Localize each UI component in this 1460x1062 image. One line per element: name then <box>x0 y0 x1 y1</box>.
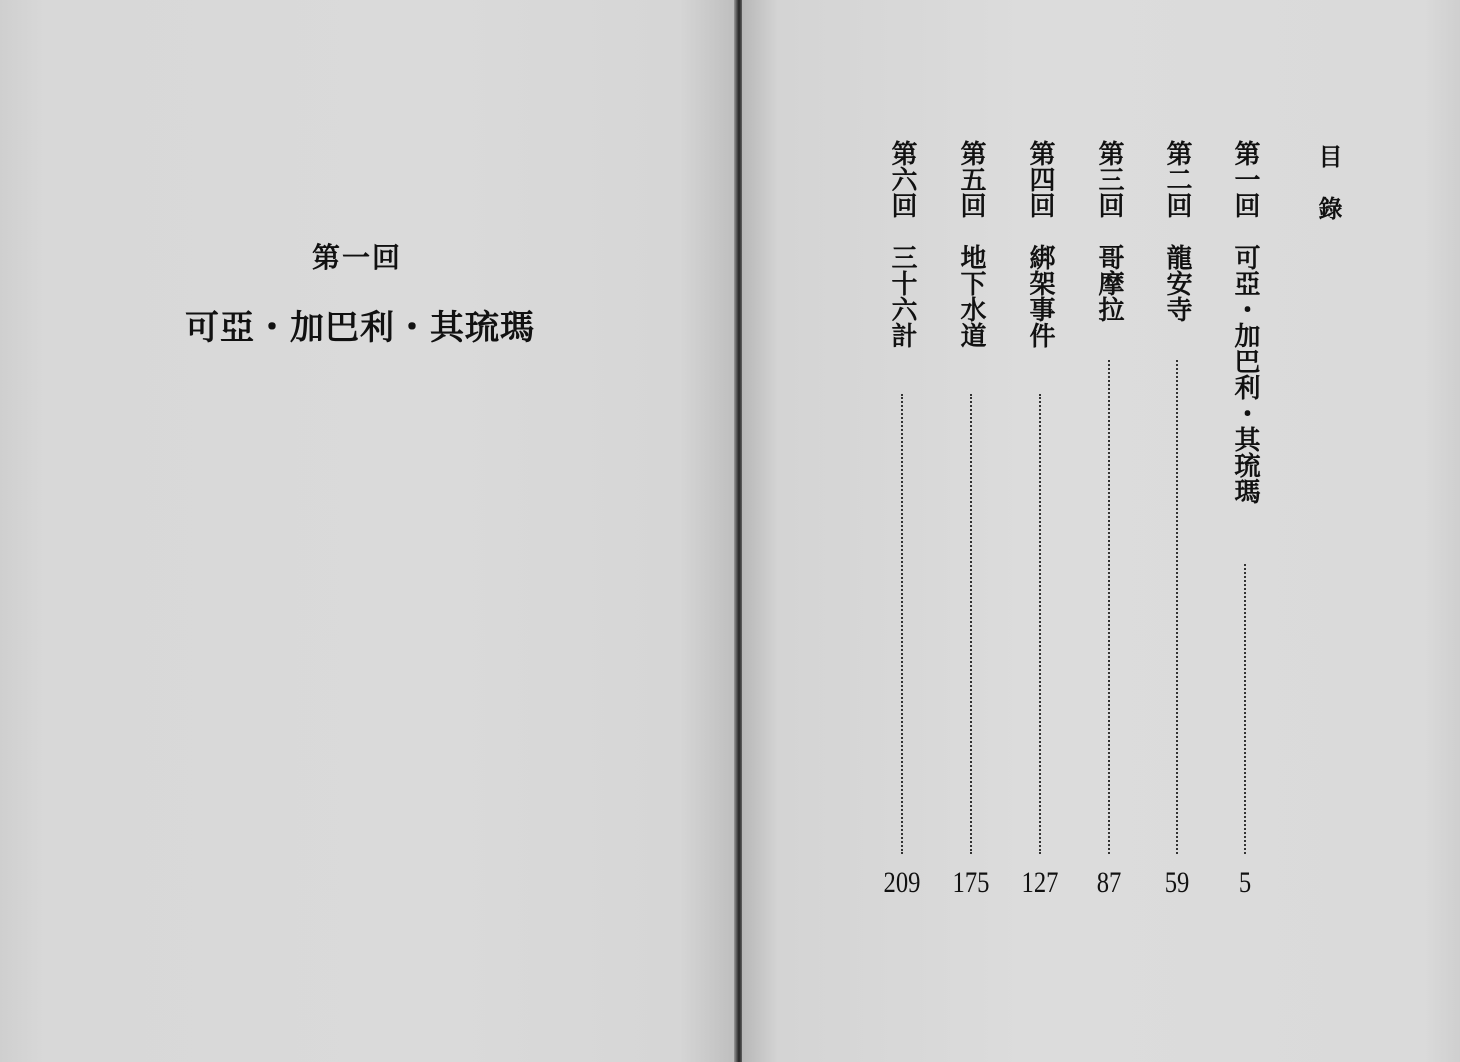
toc-page-number: 175 <box>952 866 990 899</box>
toc-entry-label <box>1228 140 1262 504</box>
toc-entry-5 <box>954 140 988 900</box>
toc-chapter-number: 第三回 <box>1094 140 1124 218</box>
toc-chapter-title: 可亞・加巴利・其琉瑪 <box>1230 244 1260 504</box>
toc-entry-label <box>1023 140 1057 348</box>
toc-chapter-title: 地下水道 <box>956 244 986 348</box>
toc-chapter-number: 第二回 <box>1162 140 1192 218</box>
toc-dot-leader <box>1108 360 1110 854</box>
toc-chapter-number: 第六回 <box>887 140 917 218</box>
toc-dot-leader <box>1244 564 1246 854</box>
toc-chapter-number: 第一回 <box>1230 140 1260 218</box>
toc-entry-label <box>954 140 988 348</box>
toc-page-number: 5 <box>1238 866 1252 899</box>
toc-dot-leader <box>1176 360 1178 854</box>
toc-dot-leader <box>1039 394 1041 854</box>
toc-chapter-number: 第五回 <box>956 140 986 218</box>
toc-chapter-number: 第四回 <box>1025 140 1055 218</box>
toc-page-number: 87 <box>1096 866 1122 899</box>
toc-entry-label <box>885 140 919 348</box>
toc-chapter-title: 龍安寺 <box>1162 244 1192 322</box>
toc-page-number: 209 <box>883 866 921 899</box>
toc-page-number: 59 <box>1164 866 1190 899</box>
toc-heading: 目錄 <box>1314 144 1342 248</box>
toc-entry-label <box>1092 140 1126 322</box>
toc-entry-2 <box>1160 140 1194 900</box>
toc-entry-1 <box>1228 140 1262 900</box>
right-page <box>742 0 1460 1062</box>
chapter-title: 可亞・加巴利・其琉瑪 <box>185 308 535 348</box>
toc-dot-leader <box>901 394 903 854</box>
toc-entry-3 <box>1092 140 1126 900</box>
toc-entry-label <box>1160 140 1194 322</box>
toc-entry-6 <box>885 140 919 900</box>
toc-chapter-title: 哥摩拉 <box>1094 244 1124 322</box>
toc-chapter-title: 綁架事件 <box>1025 244 1055 348</box>
toc-chapter-title: 三十六計 <box>887 244 917 348</box>
chapter-number: 第一回 <box>311 241 402 274</box>
toc-dot-leader <box>970 394 972 854</box>
toc-page-number: 127 <box>1021 866 1059 899</box>
toc-entry-4 <box>1023 140 1057 900</box>
